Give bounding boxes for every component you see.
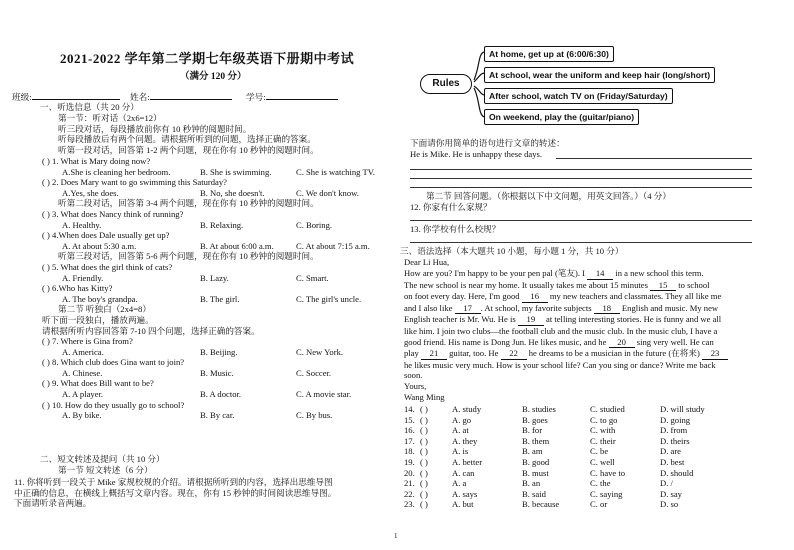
answer-bracket[interactable]: ( ) — [420, 435, 428, 446]
blank-18[interactable]: 18 — [594, 303, 620, 315]
letter-line-2: The new school is near my home. It usually takes me about 15 minutes 15 to school — [404, 279, 710, 290]
option[interactable]: A.Yes, she does. — [62, 187, 119, 198]
class-field — [12, 90, 120, 103]
question-number: 20. — [404, 467, 415, 478]
q11-line-1: 11. 你将听到一段关于 Mike 家规校规的介绍。请根据所听到的内容，选择出思维导图 — [14, 477, 333, 487]
option-a[interactable]: A. better — [452, 456, 483, 467]
option[interactable]: A. A player. — [62, 389, 104, 400]
question-3: ( ) 3. What does Nancy think of running? — [42, 208, 184, 219]
rule-weekend: On weekend, play the (guitar/piano) — [484, 109, 639, 125]
question-1-options — [42, 167, 402, 178]
option[interactable]: C. Soccer. — [296, 367, 332, 378]
answer-bracket[interactable]: ( ) — [420, 456, 428, 467]
question-6-options — [42, 294, 402, 305]
rule-after-school: After school, watch TV on (Friday/Saturday) — [484, 88, 673, 104]
section-2-heading: 二、短文转述及提问（共 10 分） — [40, 454, 165, 464]
answer-line[interactable] — [410, 242, 752, 243]
name-blank[interactable] — [150, 90, 232, 100]
option[interactable]: C. The girl's uncle. — [296, 293, 362, 304]
part-3-heading: 第一节 短文转述（6 分） — [58, 464, 153, 475]
question-number: 15. — [404, 414, 415, 425]
option-c[interactable]: C. well — [590, 456, 615, 467]
question-number: 14. — [404, 404, 415, 414]
grammar-choices — [404, 404, 784, 510]
option-d[interactable]: D. say — [660, 488, 682, 499]
answer-line[interactable] — [410, 220, 752, 221]
instruction-6: 听下面一段独白，播放两遍。 — [42, 314, 154, 325]
option-d[interactable]: D. best — [660, 456, 685, 467]
answer-bracket[interactable]: ( ) — [420, 478, 428, 489]
letter-line-6: like him. I join two clubs—the football club and the music club. In the music club, I have a — [404, 325, 718, 336]
answer-bracket[interactable]: ( ) — [420, 467, 428, 478]
passage-11-instructions — [14, 477, 394, 509]
instruction-1: 听三段对话，每段播放前你有 10 秒钟的阅题时间。 — [58, 123, 252, 134]
option[interactable]: B. A doctor. — [200, 389, 242, 400]
answer-line[interactable] — [410, 169, 752, 170]
blank-20[interactable]: 20 — [609, 337, 635, 349]
question-4-options — [42, 241, 402, 252]
option-c[interactable]: C. have to — [590, 467, 626, 478]
choice-row — [404, 468, 784, 479]
instruction-2: 听每段播放后有两个问题。请根据所听到的问题，选择正确的答案。 — [58, 134, 316, 145]
blank-16[interactable]: 16 — [522, 291, 548, 303]
answer-questions — [410, 191, 780, 212]
answer-bracket[interactable]: ( ) — [420, 425, 428, 436]
answer-line[interactable] — [410, 187, 752, 188]
option-b[interactable]: B. am — [522, 446, 543, 457]
grammar-section — [400, 246, 784, 267]
option-b[interactable]: B. must — [522, 467, 549, 478]
option-b[interactable]: B. because — [522, 499, 560, 510]
option-d[interactable]: D. so — [660, 499, 679, 510]
question-4: ( ) 4.When does Dale usually get up? — [42, 230, 170, 241]
option[interactable]: A. Chinese. — [62, 367, 103, 378]
option-d[interactable]: D. will study — [660, 404, 705, 414]
questions-1-6 — [42, 156, 402, 421]
question-5-options — [42, 273, 402, 284]
option[interactable]: B. At about 6:00 a.m. — [200, 240, 274, 251]
option-c[interactable]: C. be — [590, 446, 609, 457]
name-field — [130, 90, 232, 103]
letter-closing: Yours, — [404, 380, 427, 391]
letter-line-1: How are you? I'm happy to be your pen pal (笔友). I 14 in a new school this term. — [404, 268, 704, 278]
choice-row — [404, 446, 784, 457]
blank-22[interactable]: 22 — [501, 348, 527, 360]
question-number: 23. — [404, 499, 415, 510]
option-d[interactable]: D. / — [660, 478, 673, 489]
id-label: 学号: — [246, 92, 266, 102]
option[interactable]: B. Lazy. — [200, 272, 229, 283]
option[interactable]: B. By car. — [200, 410, 235, 421]
option-c[interactable]: C. with — [590, 425, 616, 436]
option-a[interactable]: A. go — [452, 414, 472, 425]
question-13: 13. 你学校有什么校规？ — [410, 224, 501, 234]
blank-14[interactable]: 14 — [587, 268, 613, 280]
instruction-7: 请根据所听内容回答第 7-10 四个问题，选择正确的答案。 — [42, 325, 260, 336]
question-5: ( ) 5. What does the girl think of cats? — [42, 261, 173, 272]
mindmap-center: Rules — [420, 74, 472, 94]
option-b[interactable]: B. studies — [522, 404, 556, 414]
option[interactable]: A. At about 5:30 a.m. — [62, 240, 137, 251]
question-9: ( ) 9. What does Bill want to be? — [42, 378, 154, 389]
letter-line-4: and I also like 17 . At school, my favorite subjects 18 English and music. My new — [404, 302, 719, 313]
option[interactable]: B. Music. — [200, 367, 234, 378]
choice-row — [404, 478, 784, 489]
option-a[interactable]: A. but — [452, 499, 474, 510]
part-1-heading: 第一节：听对话（2x6=12） — [58, 113, 162, 123]
option-a[interactable]: A. they — [452, 435, 478, 446]
choice-row — [404, 457, 784, 468]
question-7-options — [42, 347, 402, 358]
part-2-heading: 第二节 听独白（2x4=8） — [58, 304, 151, 315]
question-number: 16. — [404, 425, 415, 436]
name-label: 姓名: — [130, 92, 150, 102]
instruction-5: 听第三段对话，回答第 5-6 两个问题，现在你有 10 秒钟的阅题时间。 — [58, 251, 319, 262]
option-c[interactable]: C. their — [590, 435, 616, 446]
option-d[interactable]: D. going — [660, 414, 691, 425]
question-8-options — [42, 368, 402, 379]
letter-line-9: he likes music very much. How is your school life? Can you sing or dance? Write me back — [404, 359, 716, 370]
option[interactable]: A. By bike. — [62, 410, 102, 421]
option[interactable]: B. Beijing. — [200, 346, 238, 357]
option-a[interactable]: A. can — [452, 467, 475, 478]
option-a[interactable]: A. study — [452, 404, 482, 414]
answer-bracket[interactable]: ( ) — [420, 499, 428, 510]
option-d[interactable]: D. theirs — [660, 435, 690, 446]
answer-line[interactable] — [556, 158, 752, 159]
option-b[interactable]: B. goes — [522, 414, 548, 425]
rule-school: At school, wear the uniform and keep hair (long/short) — [484, 67, 715, 83]
option[interactable]: C. At about 7:15 a.m. — [296, 240, 370, 251]
question-10: ( ) 10. How do they usually go to school? — [42, 399, 185, 410]
option[interactable]: B. No, she doesn't. — [200, 187, 265, 198]
letter-line-3: on foot every day. Here, I'm good 16 my new teachers and classmates. They all like me — [404, 291, 722, 302]
summary-section — [410, 138, 780, 159]
option-b[interactable]: B. them — [522, 435, 550, 446]
answer-bracket[interactable]: ( ) — [420, 404, 428, 414]
page-number: 1 — [394, 532, 398, 540]
class-blank[interactable] — [32, 90, 120, 100]
option-c[interactable]: C. or — [590, 499, 608, 510]
blank-15[interactable]: 15 — [650, 280, 676, 292]
section-2 — [40, 454, 400, 475]
section-1-heading: 一、听选信息（共 20 分） — [40, 102, 139, 112]
option-a[interactable]: A. a — [452, 478, 467, 489]
letter-line-10: soon. — [404, 370, 423, 381]
exam-title: 2021-2022 学年第二学期七年级英语下册期中考试 — [60, 51, 355, 66]
blank-23[interactable]: 23 — [702, 348, 728, 360]
option[interactable]: C. We don't know. — [296, 187, 359, 198]
part-4-heading: 第二节 回答问题。（你根据以下中文问题，用英文回答。）（4 分） — [426, 191, 671, 201]
id-field — [246, 90, 338, 103]
listening-section — [40, 102, 390, 113]
blank-17[interactable]: 17 — [455, 303, 481, 315]
letter-greeting: Dear Li Hua, — [404, 256, 450, 267]
option-d[interactable]: D. from — [660, 425, 688, 436]
section-3-heading: 三、语法选择（本大题共 10 小题，每小题 1 分，共 10 分） — [400, 246, 624, 256]
option-c[interactable]: C. the — [590, 478, 611, 489]
option-b[interactable]: B. an — [522, 478, 541, 489]
summary-instruction: 下面请你用简单的语句进行文章的转述： — [410, 138, 565, 148]
letter-line-8: play 21 guitar, too. He 22 he dreams to be a musician in the future (在将来) 23 — [404, 348, 784, 360]
option[interactable]: B. The girl. — [200, 293, 240, 304]
score-note: （满分 120 分） — [180, 72, 247, 82]
question-number: 17. — [404, 435, 415, 446]
option[interactable]: A. America. — [62, 346, 104, 357]
blank-21[interactable]: 21 — [421, 348, 447, 360]
answer-line[interactable] — [410, 178, 752, 179]
answer-bracket[interactable]: ( ) — [420, 488, 428, 499]
letter-body — [404, 268, 784, 402]
q11-line-3: 下面请听录音两遍。 — [14, 498, 92, 509]
choice-row — [404, 489, 784, 500]
question-9-options — [42, 389, 402, 400]
option[interactable]: B. Relaxing. — [200, 219, 244, 230]
question-8: ( ) 8. Which club does Gina want to join? — [42, 357, 185, 368]
choice-row — [404, 425, 784, 436]
option-d[interactable]: D. should — [660, 467, 694, 478]
option[interactable]: B. She is swimming. — [200, 166, 272, 177]
option[interactable]: C. By bus. — [296, 410, 333, 421]
listening-part-1 — [58, 113, 398, 155]
option-c[interactable]: C. saying — [590, 488, 623, 499]
answer-bracket[interactable]: ( ) — [420, 414, 428, 425]
question-number: 18. — [404, 446, 415, 457]
choice-row — [404, 436, 784, 447]
question-number: 19. — [404, 456, 415, 467]
choice-row — [404, 404, 784, 415]
letter-line-7: good friend. His name is Dong Jun. He likes music, and he 20 sing very well. He can — [404, 336, 714, 347]
option[interactable]: C. Smart. — [296, 272, 329, 283]
option-a[interactable]: A. is — [452, 446, 469, 457]
option-a[interactable]: A. says — [452, 488, 478, 499]
option[interactable]: A. The boy's grandpa. — [62, 293, 138, 304]
blank-19[interactable]: 19 — [518, 314, 544, 326]
option[interactable]: A.She is cleaning her bedroom. — [62, 166, 171, 177]
option[interactable]: A. Friendly. — [62, 272, 104, 283]
answer-bracket[interactable]: ( ) — [420, 446, 428, 457]
class-label: 班级: — [12, 92, 32, 102]
letter-line-5: English teacher is Mr. Wu. He is 19 at telling interesting stories. He is funny and we all — [404, 314, 722, 325]
option-d[interactable]: D. are — [660, 446, 681, 457]
question-10-options — [42, 410, 402, 421]
option-b[interactable]: B. said — [522, 488, 546, 499]
option[interactable]: C. A movie star. — [296, 389, 352, 400]
option-b[interactable]: B. for — [522, 425, 543, 436]
question-number: 21. — [404, 478, 415, 489]
question-7: ( ) 7. Where is Gina from? — [42, 336, 133, 347]
question-6: ( ) 6.Who has Kitty? — [42, 283, 113, 294]
option[interactable]: C. Boring. — [296, 219, 333, 230]
letter-signature: Wang Ming — [404, 391, 445, 402]
rule-home: At home, get up at (6:00/6:30) — [484, 46, 614, 62]
question-2: ( ) 2. Does Mary want to go swimming this Saturday? — [42, 177, 227, 188]
question-2-options — [42, 188, 402, 199]
question-3-options — [42, 220, 402, 231]
q11-line-2: 中正确的信息，在横线上概括写文章内容。现在，你有 15 秒钟的时间阅读思维导图。 — [14, 487, 337, 498]
option-a[interactable]: A. at — [452, 425, 469, 436]
question-1: ( ) 1. What is Mary doing now? — [42, 156, 151, 166]
question-12: 12. 你家有什么家规？ — [410, 201, 492, 212]
id-blank[interactable] — [266, 90, 338, 100]
option[interactable]: A. Healthy. — [62, 219, 102, 230]
instruction-3: 听第一段对话，回答第 1-2 两个问题，现在你有 10 秒钟的阅题时间。 — [58, 144, 319, 155]
option-c[interactable]: C. studied — [590, 404, 625, 414]
instruction-4: 听第二段对话，回答第 3-4 两个问题，现在你有 10 秒钟的阅题时间。 — [58, 198, 319, 209]
choice-row — [404, 415, 784, 426]
option[interactable]: C. She is watching TV. — [296, 166, 375, 177]
option-b[interactable]: B. good — [522, 456, 550, 467]
summary-start: He is Mike. He is unhappy these days. — [410, 148, 542, 159]
question-number: 22. — [404, 488, 415, 499]
option[interactable]: C. New York. — [296, 346, 344, 357]
choice-row — [404, 499, 784, 510]
option-c[interactable]: C. to go — [590, 414, 618, 425]
